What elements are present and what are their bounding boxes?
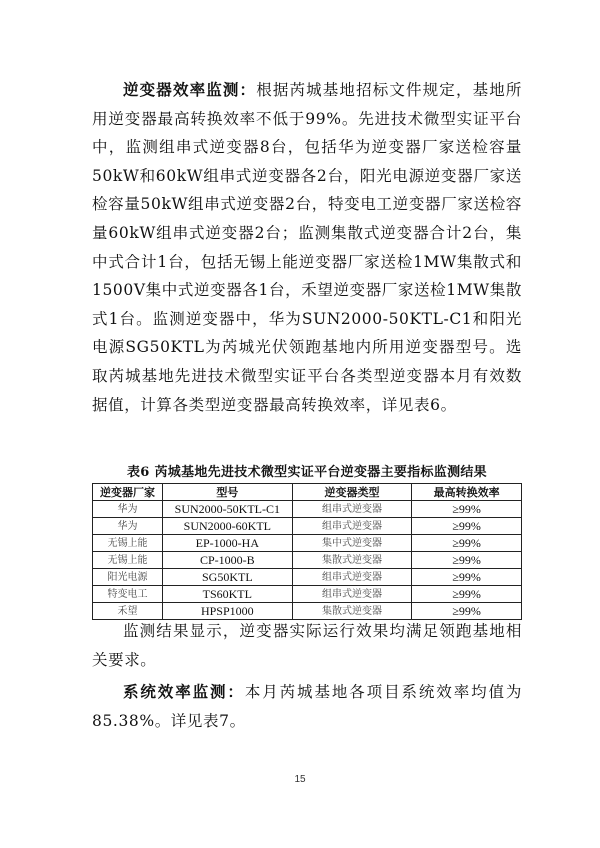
cell-inverter-type: 集散式逆变器	[292, 603, 412, 620]
cell-max-efficiency: ≥99%	[412, 552, 522, 569]
cell-max-efficiency: ≥99%	[412, 586, 522, 603]
system-efficiency-heading: 系统效率监测：	[123, 682, 245, 701]
cell-model: TS60KTL	[162, 586, 292, 603]
header-inverter-type: 逆变器类型	[292, 484, 412, 501]
table-row	[93, 535, 522, 552]
table-row	[93, 586, 522, 603]
monitoring-result-paragraph: 监测结果显示，逆变器实际运行效果均满足领跑基地相关要求。	[92, 622, 522, 669]
cell-model: CP-1000-B	[162, 552, 292, 569]
table-row	[93, 569, 522, 586]
cell-manufacturer: 阳光电源	[93, 569, 163, 586]
header-model: 型号	[162, 484, 292, 501]
table-row	[93, 518, 522, 535]
cell-max-efficiency: ≥99%	[412, 518, 522, 535]
cell-manufacturer: 特变电工	[93, 586, 163, 603]
cell-manufacturer: 无锡上能	[93, 552, 163, 569]
cell-inverter-type: 集散式逆变器	[292, 552, 412, 569]
inverter-efficiency-text: 根据芮城基地招标文件规定，基地所用逆变器最高转换效率不低于99%。先进技术微型实证平台中，监测组串式逆变器8台，包括华为逆变器厂家送检容量50kW和60kW组串式逆变器各2台，阳光电源逆变器厂家送检容量50kW组串式逆变器2台，特变电工逆变器厂家送检容量60kW组串式逆变器2台；监测集散式逆变器合计2台，集中式合计1台，包括无锡上能逆变器厂家送检1MW集散式和1500V集中式逆变器各1台，禾望逆变器厂家送检1MW集散式1台。监测逆变器中，华为SUN2000-50KTL-C1和阳光电源SG50KTL为芮城光伏领跑基地内所用逆变器型号。选取芮城基地先进技术微型实证平台各类型逆变器本月有效数据值，计算各类型逆变器最高转换效率，详见表6。	[92, 81, 522, 414]
cell-model: SG50KTL	[162, 569, 292, 586]
cell-max-efficiency: ≥99%	[412, 501, 522, 518]
cell-max-efficiency: ≥99%	[412, 569, 522, 586]
cell-model: SUN2000-60KTL	[162, 518, 292, 535]
cell-max-efficiency: ≥99%	[412, 603, 522, 620]
table-caption: 表6 芮城基地先进技术微型实证平台逆变器主要指标监测结果	[127, 465, 487, 480]
cell-manufacturer: 禾望	[93, 603, 163, 620]
cell-manufacturer: 华为	[93, 518, 163, 535]
header-manufacturer: 逆变器厂家	[93, 484, 163, 501]
cell-inverter-type: 组串式逆变器	[292, 569, 412, 586]
inverter-results-table	[92, 483, 522, 620]
inverter-efficiency-paragraph	[92, 76, 522, 419]
cell-inverter-type: 集中式逆变器	[292, 535, 412, 552]
inverter-efficiency-heading: 逆变器效率监测：	[123, 80, 257, 99]
cell-inverter-type: 组串式逆变器	[292, 518, 412, 535]
cell-model: EP-1000-HA	[162, 535, 292, 552]
system-efficiency-text: 本月芮城基地各项目系统效率均值为85.38%。详见表7。	[92, 683, 523, 730]
table-row	[93, 552, 522, 569]
cell-manufacturer: 华为	[93, 501, 163, 518]
table-row	[93, 501, 522, 518]
cell-manufacturer: 无锡上能	[93, 535, 163, 552]
cell-inverter-type: 组串式逆变器	[292, 501, 412, 518]
page-number: 15	[294, 774, 306, 785]
cell-model: HPSP1000	[162, 603, 292, 620]
cell-max-efficiency: ≥99%	[412, 535, 522, 552]
cell-inverter-type: 组串式逆变器	[292, 586, 412, 603]
cell-model: SUN2000-50KTL-C1	[162, 501, 292, 518]
table-header-row	[93, 484, 522, 501]
header-max-efficiency: 最高转换效率	[412, 484, 522, 501]
system-efficiency-paragraph	[92, 678, 522, 735]
